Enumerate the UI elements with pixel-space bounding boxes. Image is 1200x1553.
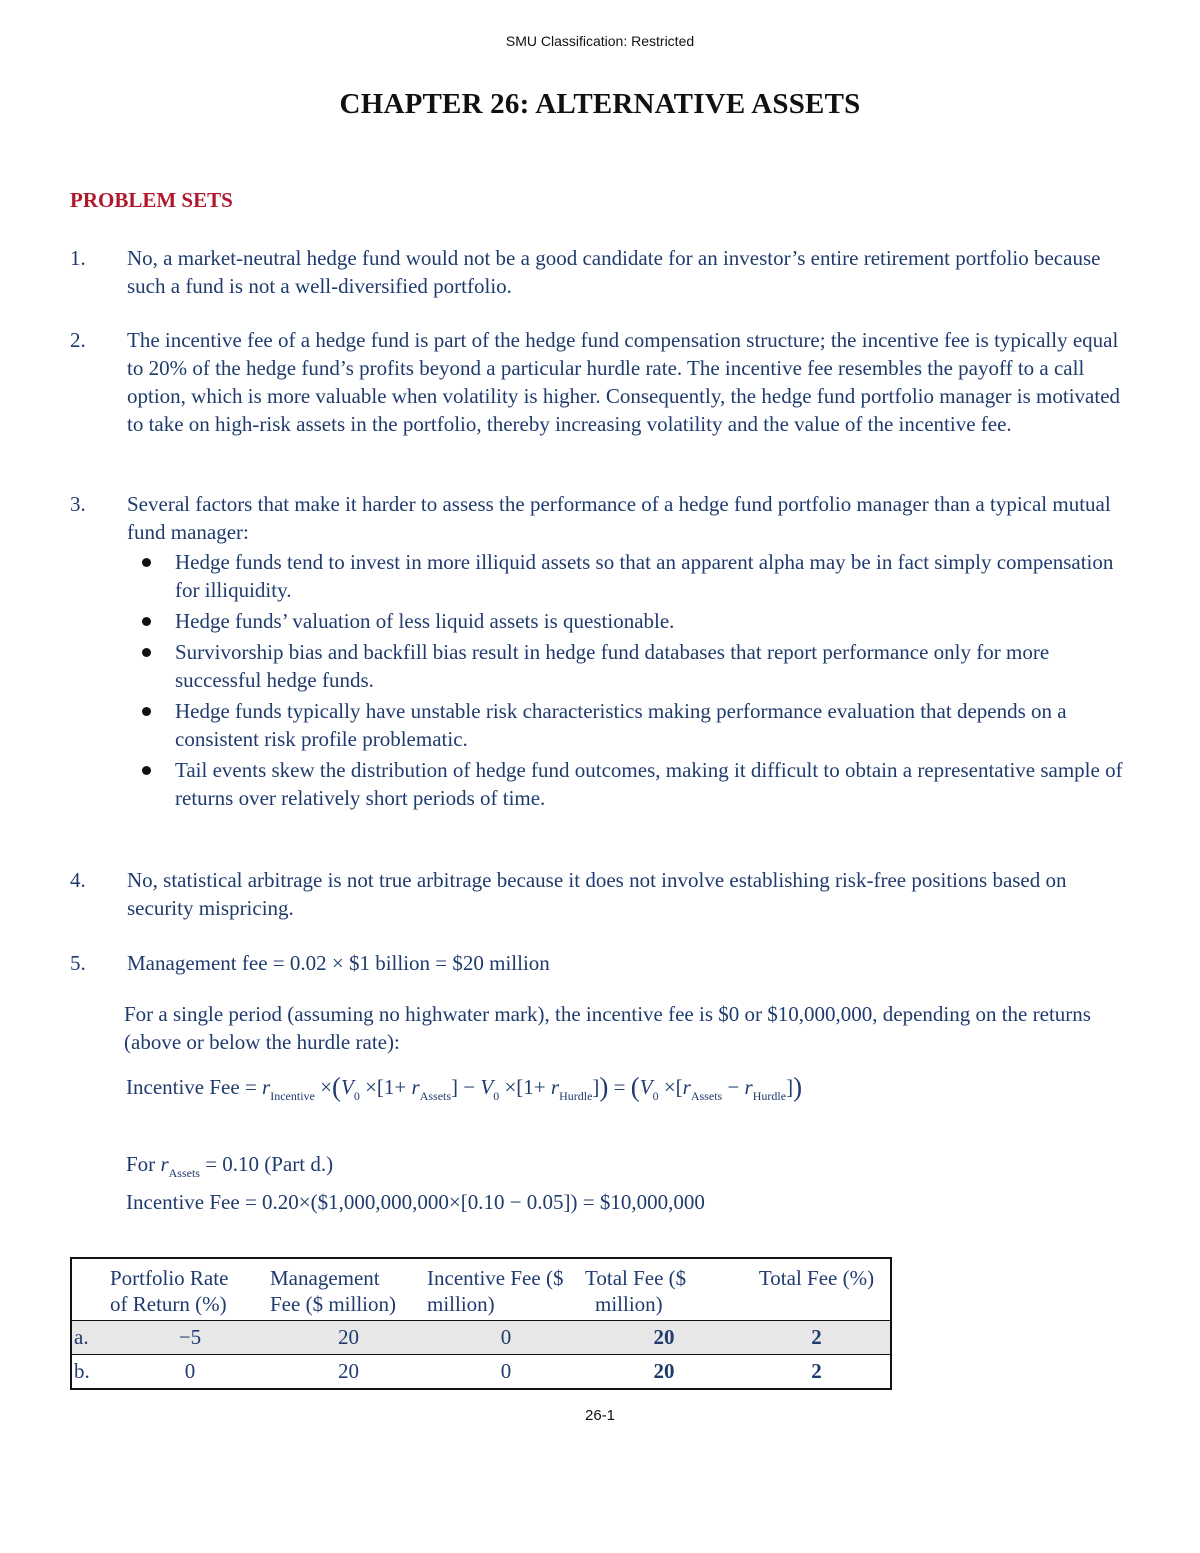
table-row	[71, 1321, 891, 1355]
header-total-fee-percent: Total Fee (%)	[758, 1266, 875, 1290]
chapter-title: CHAPTER 26: ALTERNATIVE ASSETS	[339, 88, 861, 120]
table-header-row	[71, 1258, 891, 1321]
cell-total-fee: 20	[653, 1359, 675, 1383]
header-incentive-fee: Incentive Fee ($ million)	[427, 1266, 564, 1316]
cell-incentive-fee: 0	[500, 1359, 512, 1383]
table-row	[71, 1355, 891, 1390]
cell-total-fee-percent: 2	[811, 1359, 822, 1383]
section-heading: PROBLEM SETS	[70, 188, 233, 212]
cell-incentive-fee: 0	[427, 1321, 585, 1355]
problem-3	[70, 490, 1130, 815]
cell-management-fee: 20	[270, 1321, 427, 1355]
problem-text: No, statistical arbitrage is not true arbitrage because it does not involve establishing risk-free positions based on security mispricing.	[127, 868, 1067, 920]
fee-table	[70, 1257, 892, 1390]
problem-number: 3.	[70, 492, 86, 516]
bullet-text: Hedge funds tend to invest in more illiquid assets so that an apparent alpha may be in fact simply compensation for illiquidity.	[175, 550, 1114, 602]
problem-1	[70, 244, 1130, 300]
list-item	[127, 607, 1130, 635]
bullet-icon	[142, 617, 151, 626]
bullet-list	[127, 548, 1130, 812]
bullet-text: Tail events skew the distribution of hedge fund outcomes, making it difficult to obtain a representative sample of returns over relatively short periods of time.	[175, 758, 1123, 810]
page-number: 26-1	[584, 1407, 616, 1424]
list-item	[127, 548, 1130, 604]
problem-2	[70, 326, 1130, 438]
cell-total-fee-percent: 2	[743, 1321, 891, 1355]
problem-4	[70, 866, 1130, 922]
problem-number: 2.	[70, 328, 86, 352]
problem-number: 4.	[70, 868, 86, 892]
cell-total-fee: 20	[585, 1321, 743, 1355]
row-label: b.	[74, 1359, 90, 1383]
cell-rate: −5	[110, 1321, 270, 1355]
list-item	[127, 638, 1130, 694]
bullet-icon	[142, 648, 151, 657]
header-rate-of-return: Portfolio Rate of Return (%)	[110, 1266, 229, 1316]
bullet-text: Hedge funds typically have unstable risk characteristics making performance evaluation that depends on a consistent risk profile problematic.	[175, 699, 1067, 751]
bullet-icon	[142, 766, 151, 775]
problem-text: Management fee = 0.02 × $1 billion = $20 million	[127, 951, 550, 975]
problem-text: Several factors that make it harder to assess the performance of a hedge fund portfolio manager than a typical mutual fund manager:	[127, 492, 1111, 544]
incentive-fee-formula: Incentive Fee = $r_{Incentive} \times(V_0 \times[1+ r_{Assets}] - V_0 \times[1+ r_{Hurdle}]) = (V_0 \times[r_{Assets} - r_{Hurdle}])$	[126, 1072, 803, 1103]
incentive-fee-calculation: Incentive Fee = 0.20×($1,000,000,000×[0.10 − 0.05]) = $10,000,000	[126, 1190, 705, 1214]
problem-5	[70, 949, 1130, 977]
part-d-condition: For $r_{Assets} = 0.10$ (Part d.)	[126, 1152, 334, 1180]
table-header-empty	[71, 1258, 110, 1321]
bullet-text: Survivorship bias and backfill bias result in hedge fund databases that report performance only for more successful hedge funds.	[175, 640, 1050, 692]
cell-management-fee: 20	[338, 1359, 359, 1383]
cell-rate: 0	[184, 1359, 196, 1383]
list-item	[127, 697, 1130, 753]
problem-text: The incentive fee of a hedge fund is part of the hedge fund compensation structure; the incentive fee is typically equal to 20% of the hedge fund’s profits beyond a particular hurdle rate. The incentive fee resembles the payoff to a call option, which is more valuable when volatility is higher. Consequently, the hedge fund portfolio manager is motivated to take on high-risk assets in the portfolio, thereby increasing volatility and the value of the incentive fee.	[127, 328, 1121, 436]
problem-number: 5.	[70, 951, 86, 975]
problem-5-paragraph: For a single period (assuming no highwater mark), the incentive fee is $0 or $10,000,000, depending on the returns (above or below the hurdle rate):	[124, 1002, 1091, 1054]
list-item	[127, 756, 1130, 812]
bullet-text: Hedge funds’ valuation of less liquid assets is questionable.	[175, 609, 675, 633]
header-management-fee: Management Fee ($ million)	[270, 1266, 396, 1316]
classification-header: SMU Classification: Restricted	[505, 33, 695, 49]
problem-text: No, a market-neutral hedge fund would not be a good candidate for an investor’s entire retirement portfolio because such a fund is not a well-diversified portfolio.	[127, 246, 1101, 298]
row-label: a.	[71, 1321, 110, 1355]
header-total-fee-dollars: Total Fee ($ million)	[585, 1266, 687, 1316]
problem-number: 1.	[70, 246, 86, 270]
bullet-icon	[142, 707, 151, 716]
formula-label: Incentive Fee =	[126, 1075, 257, 1099]
bullet-icon	[142, 558, 151, 567]
